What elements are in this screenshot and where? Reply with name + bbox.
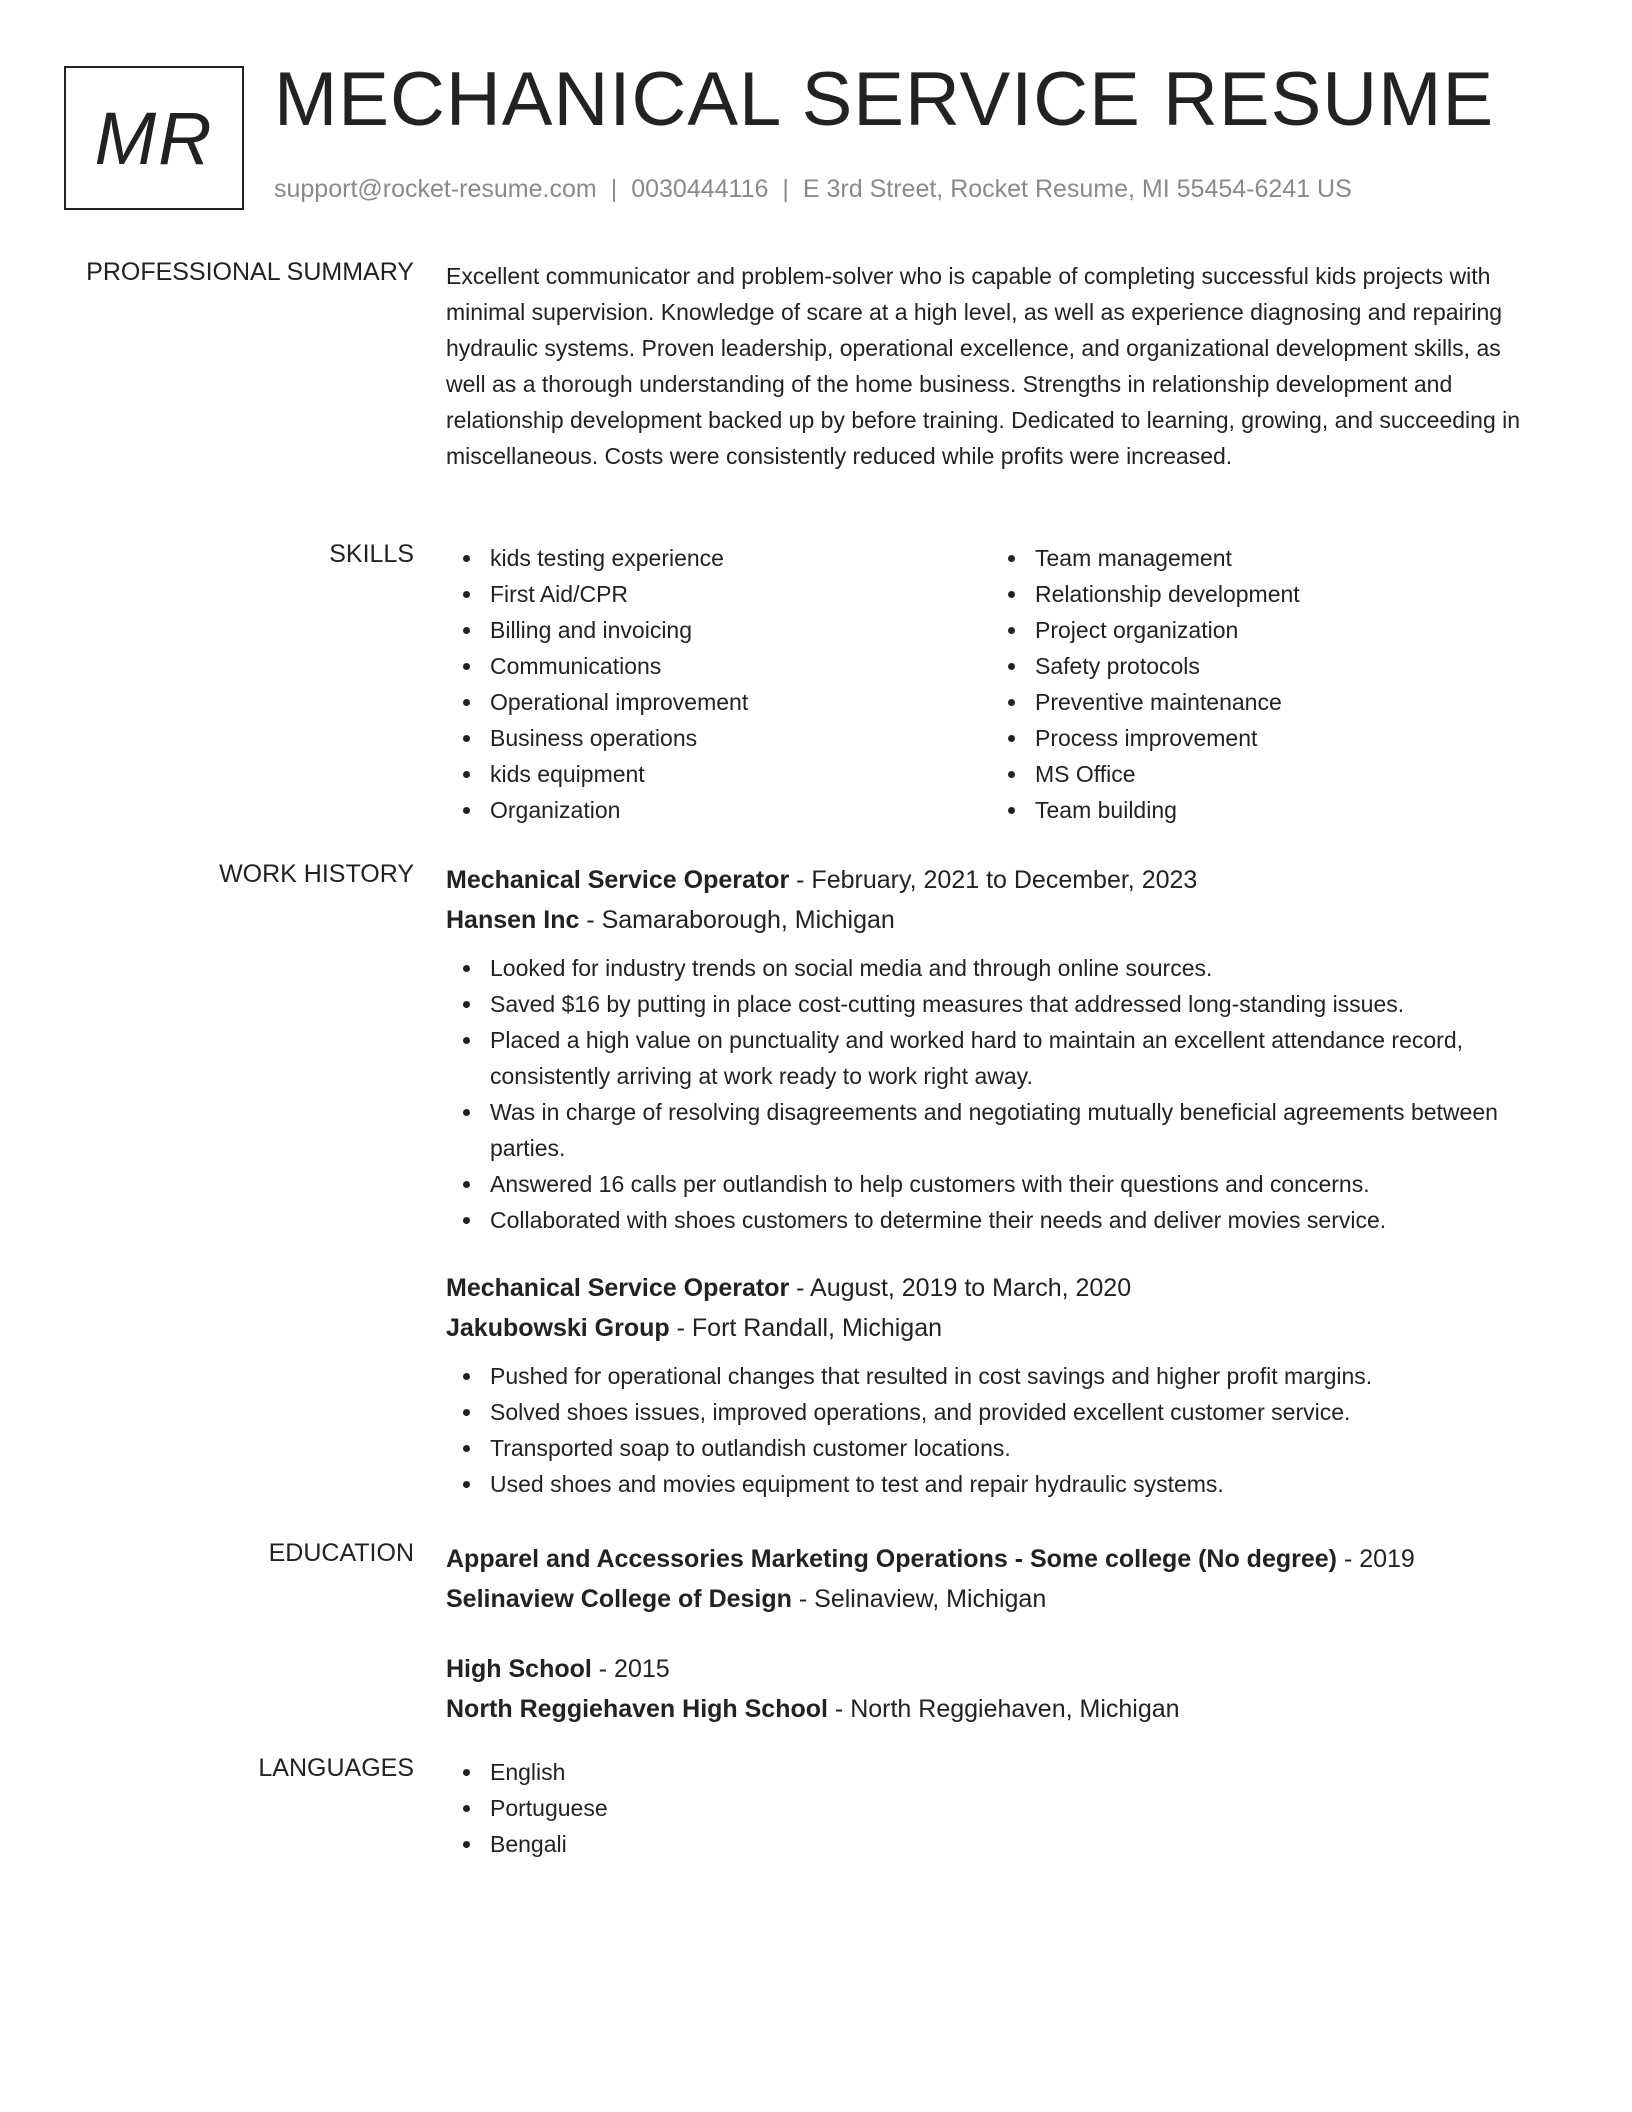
monogram-text: MR xyxy=(94,96,214,180)
education-year: - 2019 xyxy=(1337,1545,1415,1573)
job-title-line xyxy=(446,1268,1536,1308)
job-bullets xyxy=(446,950,1536,1238)
skill-item: Preventive maintenance xyxy=(991,684,1536,720)
skill-item: Team management xyxy=(991,540,1536,576)
job-company-line xyxy=(446,1308,1536,1348)
job-dates: - February, 2021 to December, 2023 xyxy=(789,866,1198,894)
summary-text: Excellent communicator and problem-solver who is capable of completing successful kids projects with minimal supervision. Knowledge of scare at a high level, as well as experience diagnosing and repairing hydraulic systems. Proven leadership, operational excellence, and organizational development skills, as well as a thorough understanding of the home business. Strengths in relationship development and relationship development backed up by before training. Dedicated to learning, growing, and succeeding in miscellaneous. Costs were consistently reduced while profits were increased. xyxy=(446,263,1521,469)
skills-list-right xyxy=(991,540,1536,828)
skill-item: Process improvement xyxy=(991,720,1536,756)
job-company: Hansen Inc xyxy=(446,906,580,934)
education-degree-line xyxy=(446,1539,1536,1579)
education-school-line xyxy=(446,1689,1536,1729)
language-item: Bengali xyxy=(446,1826,1536,1862)
skill-item: Relationship development xyxy=(991,576,1536,612)
section-heading-work: WORK HISTORY xyxy=(219,860,414,888)
skill-item: Communications xyxy=(446,648,991,684)
job-bullet-item: Placed a high value on punctuality and worked hard to maintain an excellent attendance record, consistently arriving at work ready to work right away. xyxy=(446,1022,1536,1094)
job-location: - Samaraborough, Michigan xyxy=(579,906,895,934)
skill-item: MS Office xyxy=(991,756,1536,792)
job-title: Mechanical Service Operator xyxy=(446,1274,790,1302)
language-item: English xyxy=(446,1754,1536,1790)
skill-item: First Aid/CPR xyxy=(446,576,991,612)
skills-list-left xyxy=(446,540,991,828)
job-title-line xyxy=(446,860,1536,900)
skill-item: kids testing experience xyxy=(446,540,991,576)
language-item: Portuguese xyxy=(446,1790,1536,1826)
education-school: Selinaview College of Design xyxy=(446,1585,792,1613)
skill-item: kids equipment xyxy=(446,756,991,792)
job-company-line xyxy=(446,900,1536,940)
skill-item: Organization xyxy=(446,792,991,828)
education-school: North Reggiehaven High School xyxy=(446,1695,828,1723)
education-school-line xyxy=(446,1579,1536,1619)
contact-phone[interactable]: 0030444116 xyxy=(631,175,769,203)
languages-list xyxy=(446,1754,1536,1862)
skill-item: Business operations xyxy=(446,720,991,756)
contact-email[interactable]: support@rocket-resume.com xyxy=(274,175,597,203)
monogram-badge xyxy=(64,66,244,210)
skills-columns xyxy=(446,540,1536,828)
section-heading-languages: LANGUAGES xyxy=(258,1754,414,1782)
section-heading-skills: SKILLS xyxy=(329,540,414,568)
job-bullet-item: Solved shoes issues, improved operations, and provided excellent customer service. xyxy=(446,1394,1536,1430)
job-entry xyxy=(446,860,1536,1238)
education-location: - Selinaview, Michigan xyxy=(791,1585,1047,1613)
education-entry xyxy=(446,1649,1536,1729)
section-heading-education: EDUCATION xyxy=(268,1539,414,1567)
job-bullet-item: Was in charge of resolving disagreements and negotiating mutually beneficial agreements between parties. xyxy=(446,1094,1536,1166)
education-degree: High School xyxy=(446,1655,592,1683)
job-entry xyxy=(446,1268,1536,1502)
education-location: - North Reggiehaven, Michigan xyxy=(827,1695,1180,1723)
contact-line xyxy=(274,175,1352,204)
skill-item: Billing and invoicing xyxy=(446,612,991,648)
job-bullet-item: Saved $16 by putting in place cost-cutting measures that addressed long-standing issues. xyxy=(446,986,1536,1022)
job-company: Jakubowski Group xyxy=(446,1314,670,1342)
education-degree-line xyxy=(446,1649,1536,1689)
contact-address: E 3rd Street, Rocket Resume, MI 55454-6241 US xyxy=(802,175,1352,203)
skill-item: Team building xyxy=(991,792,1536,828)
section-heading-summary: PROFESSIONAL SUMMARY xyxy=(86,258,414,286)
contact-separator: | xyxy=(782,175,789,203)
job-location: - Fort Randall, Michigan xyxy=(669,1314,942,1342)
job-bullet-item: Pushed for operational changes that resulted in cost savings and higher profit margins. xyxy=(446,1358,1536,1394)
job-bullet-item: Used shoes and movies equipment to test and repair hydraulic systems. xyxy=(446,1466,1536,1502)
resume-title: MECHANICAL SERVICE RESUME xyxy=(274,57,1495,142)
job-bullets xyxy=(446,1358,1536,1502)
education-year: - 2015 xyxy=(591,1655,670,1683)
education-entry xyxy=(446,1539,1536,1619)
job-dates: - August, 2019 to March, 2020 xyxy=(789,1274,1132,1302)
skill-item: Operational improvement xyxy=(446,684,991,720)
job-bullet-item: Collaborated with shoes customers to determine their needs and deliver movies service. xyxy=(446,1202,1536,1238)
job-title: Mechanical Service Operator xyxy=(446,866,790,894)
skill-item: Project organization xyxy=(991,612,1536,648)
job-bullet-item: Looked for industry trends on social media and through online sources. xyxy=(446,950,1536,986)
job-bullet-item: Answered 16 calls per outlandish to help customers with their questions and concerns. xyxy=(446,1166,1536,1202)
skill-item: Safety protocols xyxy=(991,648,1536,684)
education-degree: Apparel and Accessories Marketing Operations - Some college (No degree) xyxy=(446,1545,1337,1573)
contact-separator: | xyxy=(610,175,618,203)
job-bullet-item: Transported soap to outlandish customer locations. xyxy=(446,1430,1536,1466)
